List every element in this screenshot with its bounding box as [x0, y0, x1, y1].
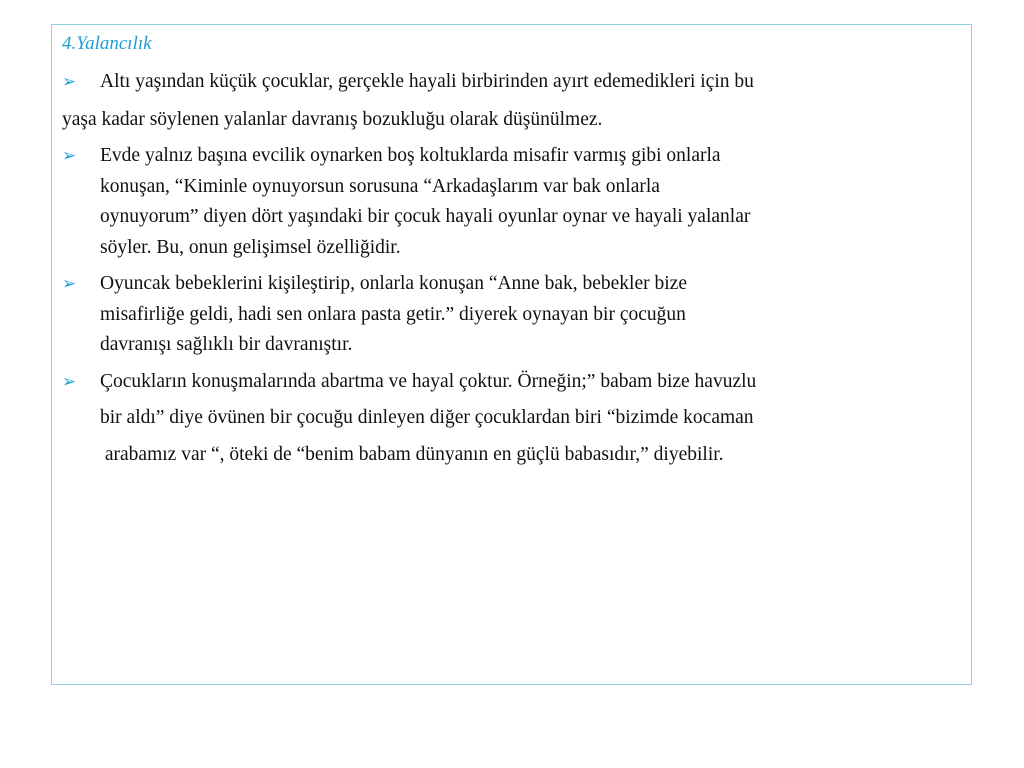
bullet-2-text	[100, 141, 750, 263]
bullet-3-line-3: davranışı sağlıklı bir davranıştır.	[100, 334, 353, 355]
arrowhead-bullet-icon: ➢	[62, 146, 77, 166]
arrowhead-bullet-icon: ➢	[62, 274, 77, 294]
bullet-2-line-1: Evde yalnız başına evcilik oynarken boş koltuklarda misafir varmış gibi onlarla	[100, 145, 721, 166]
bullet-1-line-2: yaşa kadar söylenen yalanlar davranış bozukluğu olarak düşünülmez.	[62, 109, 603, 130]
bullet-4-line-1: Çocukların konuşmalarında abartma ve hayal çoktur. Örneğin;” babam bize havuzlu	[100, 371, 757, 392]
bullet-3-line-1: Oyuncak bebeklerini kişileştirip, onlarla konuşan “Anne bak, bebekler bize	[100, 273, 687, 294]
bullet-1-line-1: Altı yaşından küçük çocuklar, gerçekle hayali birbirinden ayırt edemedikleri için bu	[100, 71, 754, 92]
bullet-2-line-4: söyler. Bu, onun gelişimsel özelliğidir.	[100, 236, 401, 258]
bullet-3-line-2: misafirliğe geldi, hadi sen onlara pasta getir.” diyerek oynayan bir çocuğun	[100, 303, 686, 325]
bullet-4-line-3: arabamız var “, öteki de “benim babam dünyanın en güçlü babasıdır,” diyebilir.	[100, 444, 724, 465]
bullet-4-line-2: bir aldı” diye övünen bir çocuğu dinleyen diğer çocuklardan biri “bizimde kocaman	[100, 407, 754, 428]
arrowhead-bullet-icon: ➢	[62, 72, 77, 92]
slide-heading: 4.Yalancılık	[62, 33, 152, 54]
arrowhead-bullet-icon: ➢	[62, 372, 77, 392]
bullet-2-line-3: oynuyorum” diyen dört yaşındaki bir çocuk hayali oyunlar oynar ve hayali yalanlar	[100, 206, 751, 227]
bullet-3-text	[100, 269, 687, 361]
bullet-2-line-2: konuşan, “Kiminle oynuyorsun sorusuna “Arkadaşlarım var bak onlarla	[100, 175, 660, 197]
